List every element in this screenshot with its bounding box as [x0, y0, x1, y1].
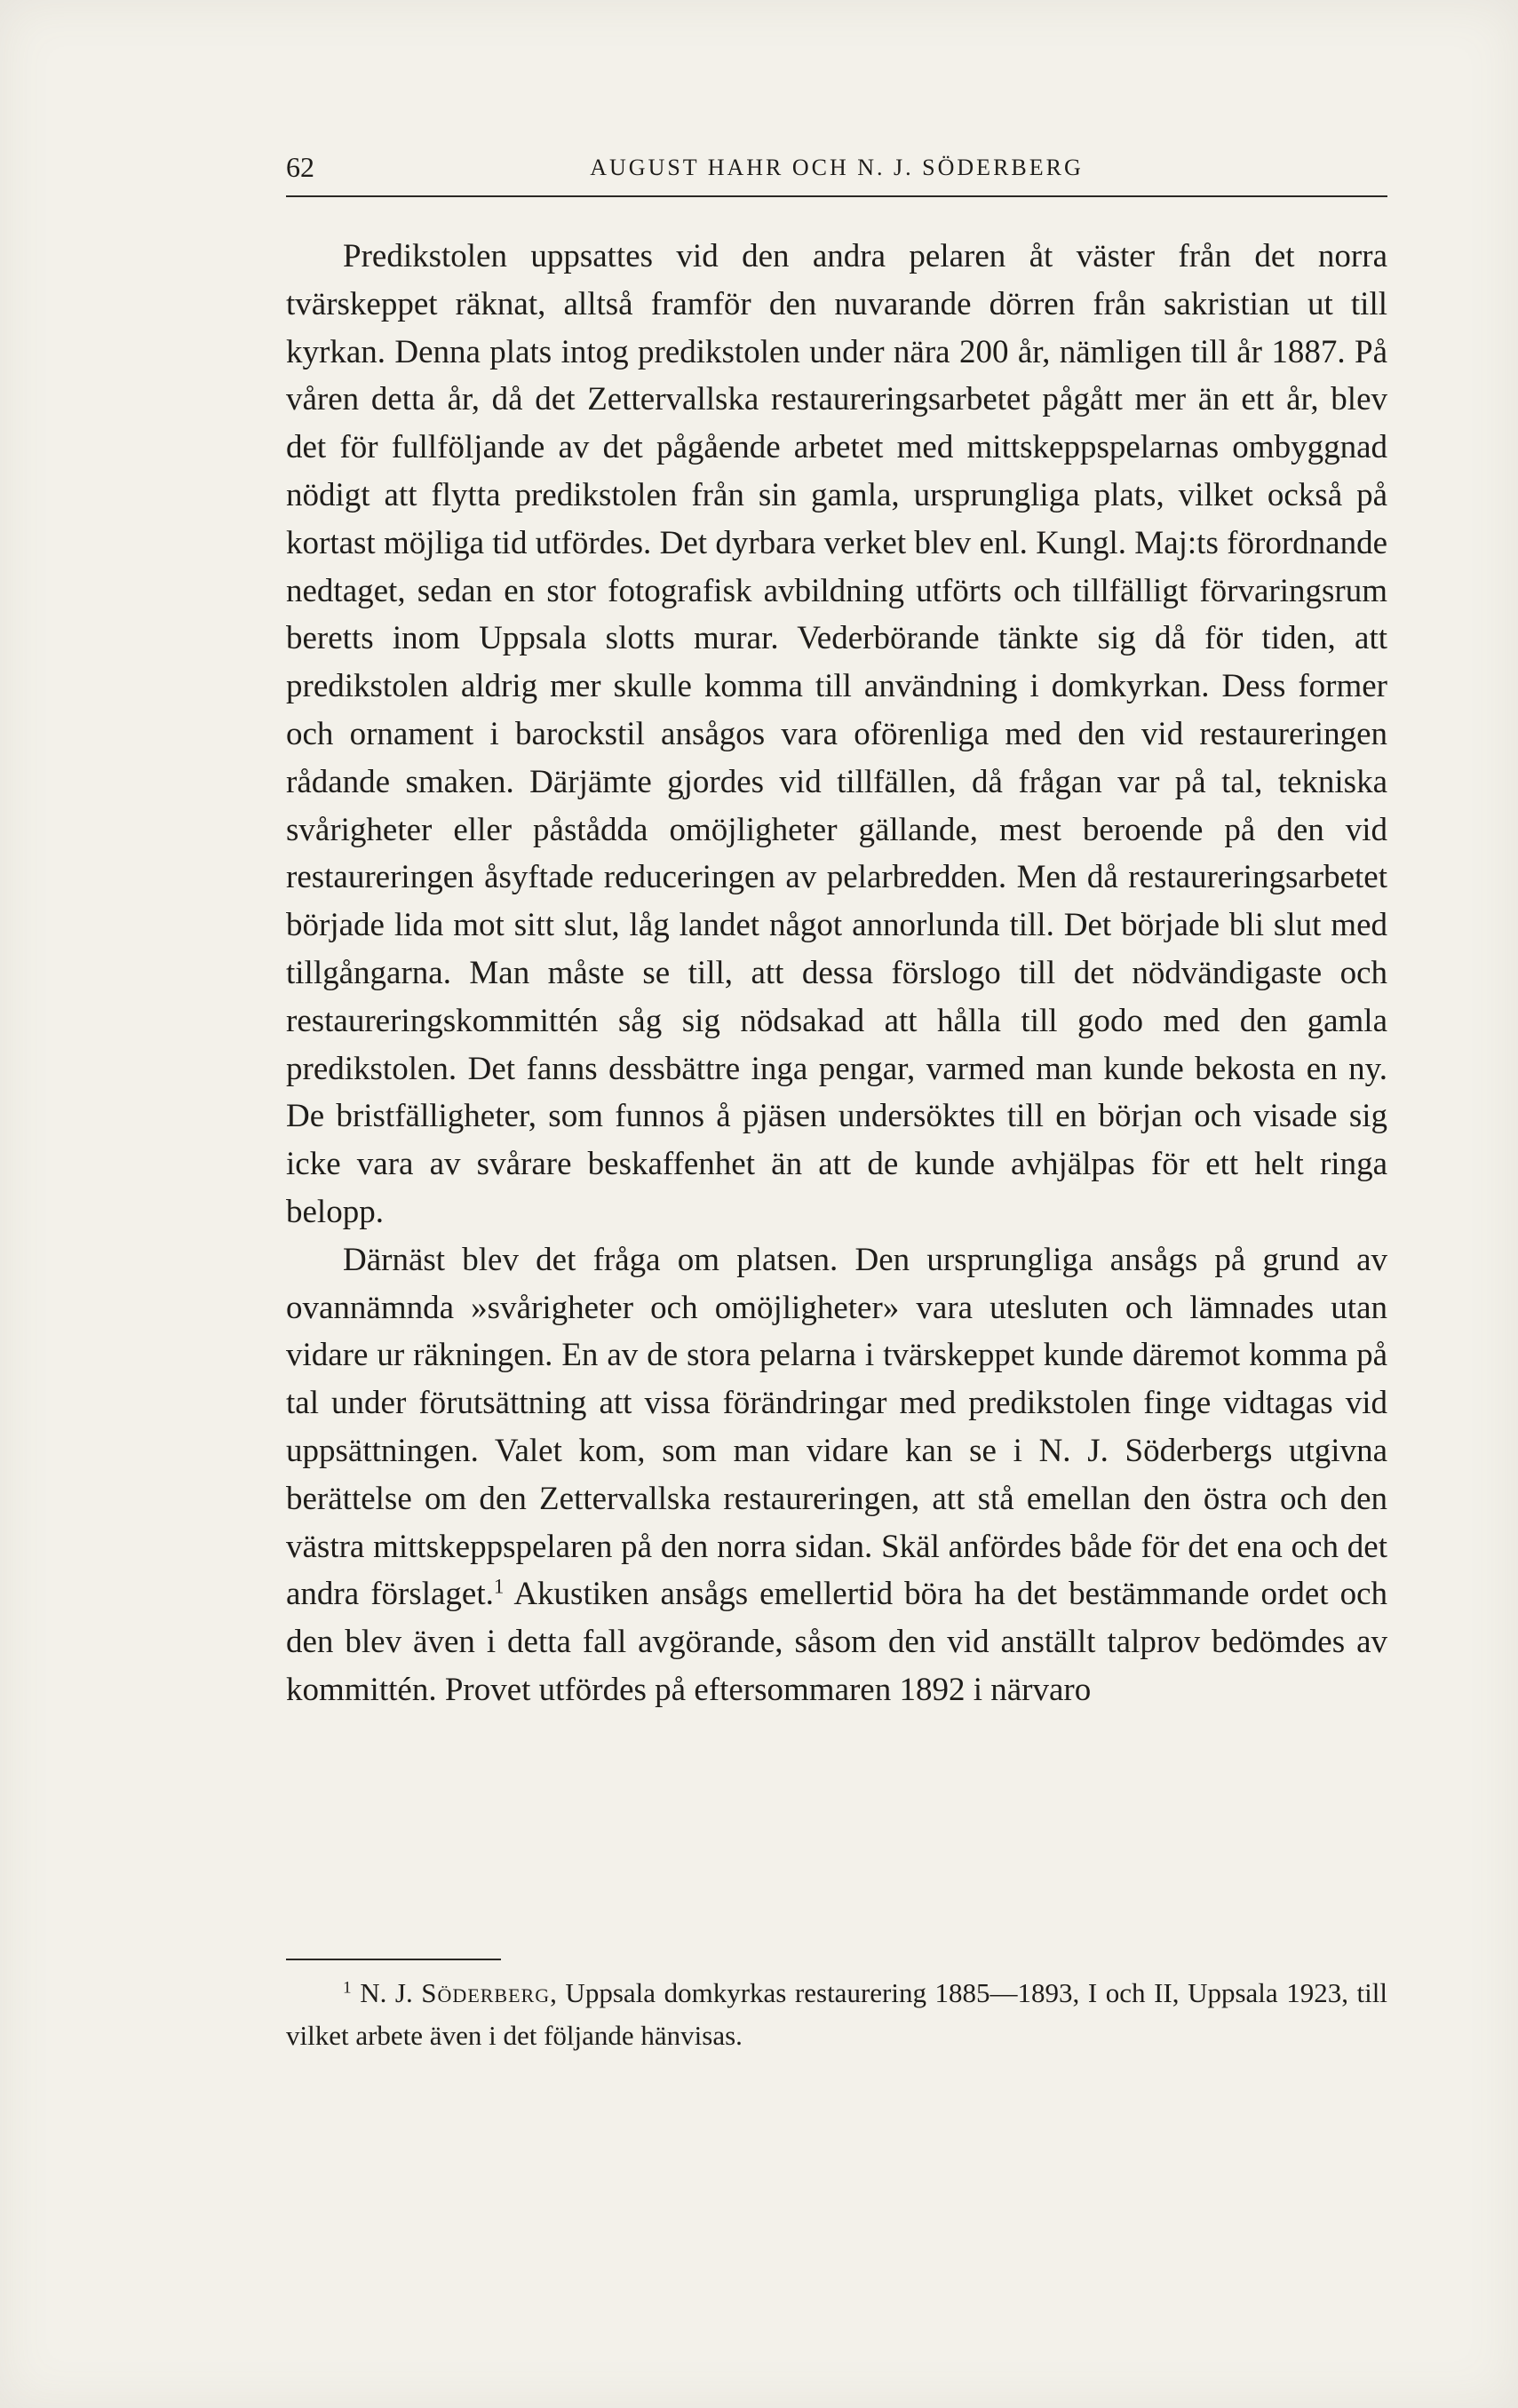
footnote-author: Söderberg [421, 1977, 551, 2008]
page-number: 62 [286, 151, 314, 183]
paragraph-2-continuation: Akustiken ansågs emellertid böra ha det bestämmande ordet och den blev även i detta fall avgörande, såsom den vid anställt talprov bedömdes av kommittén. Provet utfördes på eftersommaren 1892 i närvaro [286, 1576, 1387, 1708]
footnote-text: , Uppsala domkyrkas restaurering 1885—1893, I och II, Uppsala 1923, till vilket arbete även i det följande hänvisas. [286, 1977, 1387, 2051]
footnote [286, 1972, 1387, 2057]
footnote-rule [286, 1959, 501, 1960]
paragraph-2 [286, 1236, 1387, 1714]
footnote-reference: 1 [493, 1575, 505, 1598]
footnote-author-initials: N. J. [360, 1977, 422, 2008]
body-text [286, 233, 1387, 1714]
paragraph-2-text: Därnäst blev det fråga om platsen. Den ursprungliga ansågs på grund av ovannämnda »svårigheter och omöjligheter» vara utesluten och lämnades utan vidare ur räkningen. En av de stora pelarna i tvärskeppet kunde däremot komma på tal under förutsättning att vissa förändringar med predikstolen finge vidtagas vid uppsättningen. Valet kom, som man vidare kan se i N. J. Söderbergs utgivna berättelse om den Zettervallska restaureringen, att stå emellan den östra och den västra mittskeppspelaren på den norra sidan. Skäl anfördes både för det ena och det andra förslaget. [286, 1241, 1387, 1613]
page-header [286, 149, 1387, 197]
running-head: AUGUST HAHR OCH N. J. SÖDERBERG [590, 155, 1084, 180]
footnote-marker: 1 [343, 1978, 352, 1998]
paragraph-1: Predikstolen uppsattes vid den andra pelaren åt väster från det norra tvärskeppet räknat, alltså framför den nuvarande dörren från sakristian ut till kyrkan. Denna plats intog predikstolen under nära 200 år, nämligen till år 1887. På våren detta år, då det Zettervallska restaureringsarbetet pågått mer än ett år, blev det för fullföljande av det pågående arbetet med mittskeppspelarnas ombyggnad nödigt att flytta predikstolen från sin gamla, ursprungliga plats, vilket också på kortast möjliga tid utfördes. Det dyrbara verket blev enl. Kungl. Maj:ts förordnande nedtaget, sedan en stor fotografisk avbildning utförts och tillfälligt förvaringsrum beretts inom Uppsala slotts murar. Vederbörande tänkte sig då för tiden, att predikstolen aldrig mer skulle komma till användning i domkyrkan. Dess former och ornament i barockstil ansågos vara oförenliga med den vid restaureringen rådande smaken. Därjämte gjordes vid tillfällen, då frågan var på tal, tekniska svårigheter eller påstådda omöjligheter gällande, mest beroende på den vid restaureringen åsyftade reduceringen av pelarbredden. Men då restaureringsarbetet började lida mot sitt slut, låg landet något annorlunda till. Det började bli slut med tillgångarna. Man måste se till, att dessa förslogo till det nödvändigaste och restaureringskommittén såg sig nödsakad att hålla till godo med den gamla predikstolen. Det fanns dessbättre inga pengar, varmed man kunde bekosta en ny. De bristfälligheter, som funnos å pjäsen undersöktes till en början och visade sig icke vara av svårare beskaffenhet än att de kunde avhjälpas för ett helt ringa belopp. [286, 238, 1387, 1230]
